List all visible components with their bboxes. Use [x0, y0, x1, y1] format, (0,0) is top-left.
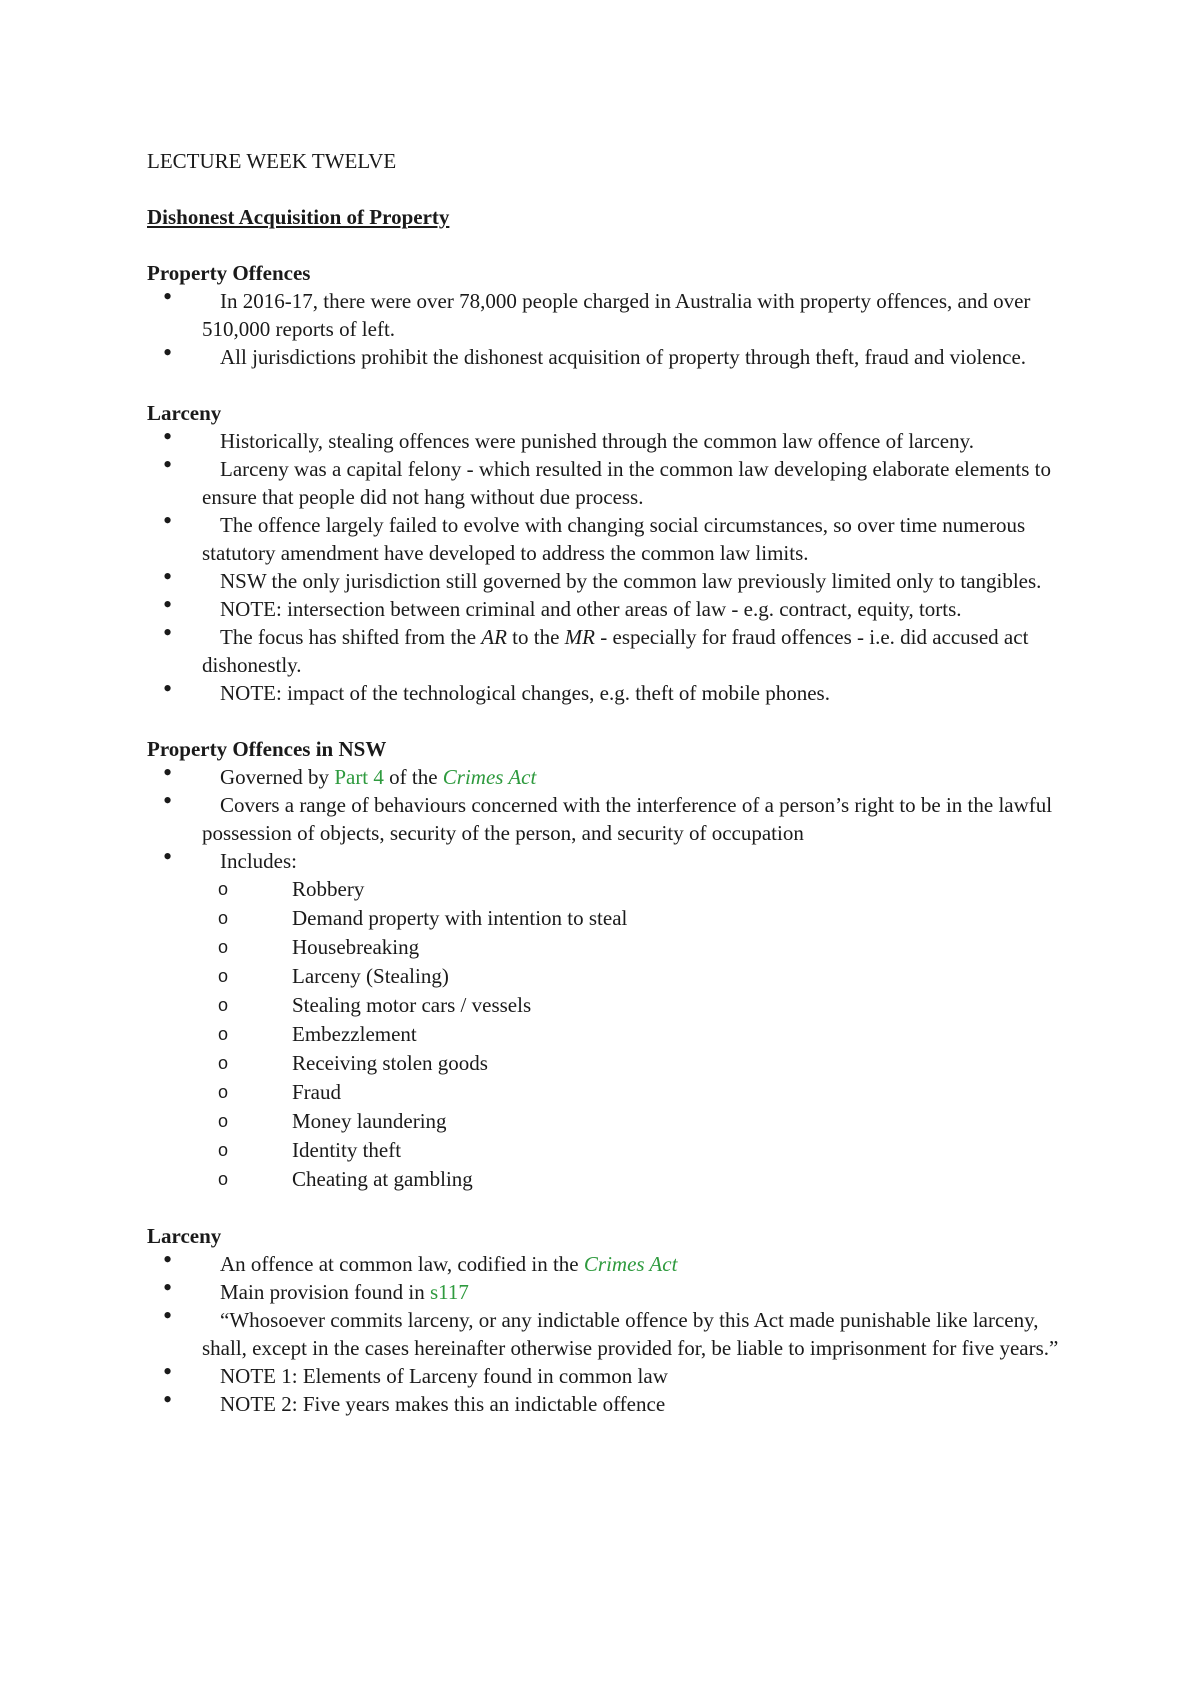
section-property-offences — [147, 259, 1067, 371]
list-item: • In 2016-17, there were over 78,000 people charged in Australia with property offences, and over 510,000 reports of left. — [147, 287, 1067, 343]
list-item: • Main provision found in s117 — [147, 1278, 1067, 1306]
document-title: LECTURE WEEK TWELVE — [147, 149, 397, 173]
bullet-list — [147, 287, 1067, 371]
includes-sublist — [147, 875, 1067, 1194]
section-heading: Property Offences — [147, 261, 311, 285]
section-heading: Larceny — [147, 401, 222, 425]
sublist-item: o Stealing motor cars / vessels — [147, 991, 1067, 1020]
s117-link[interactable]: s117 — [430, 1280, 469, 1304]
list-item: • Governed by Part 4 of the Crimes Act — [147, 763, 1067, 791]
sublist-item: o Fraud — [147, 1078, 1067, 1107]
list-item: • The offence largely failed to evolve with changing social circumstances, so over time numerous statutory amendment have developed to address the common law limits. — [147, 511, 1067, 567]
sublist-item: o Receiving stolen goods — [147, 1049, 1067, 1078]
section-property-offences-nsw — [147, 735, 1067, 1194]
list-item: • Includes: o Robbery o Demand property with intention to steal o Housebreaking o Larceny (Stealing) o Stealing motor cars / vessels o Embezzlement o Receiving stolen goods o Fraud o Money laundering o Identity theft o Cheating at gambling — [147, 847, 1067, 1194]
bullet-list — [147, 763, 1067, 1194]
list-item: • Larceny was a capital felony - which resulted in the common law developing elaborate elements to ensure that people did not hang without due process. — [147, 455, 1067, 511]
list-item: • All jurisdictions prohibit the dishonest acquisition of property through theft, fraud and violence. — [147, 343, 1067, 371]
list-item: • NOTE: impact of the technological changes, e.g. theft of mobile phones. — [147, 679, 1067, 707]
bullet-list — [147, 427, 1067, 707]
sublist-item: o Robbery — [147, 875, 1067, 904]
section-heading: Larceny — [147, 1224, 222, 1248]
part-4-link[interactable]: Part 4 — [334, 765, 384, 789]
sublist-item: o Identity theft — [147, 1136, 1067, 1165]
mens-rea-abbr: MR — [564, 625, 595, 649]
list-item: • NSW the only jurisdiction still governed by the common law previously limited only to tangibles. — [147, 567, 1067, 595]
sublist-item: o Money laundering — [147, 1107, 1067, 1136]
list-item: • Covers a range of behaviours concerned with the interference of a person’s right to be in the lawful possession of objects, security of the person, and security of occupation — [147, 791, 1067, 847]
list-item: • The focus has shifted from the AR to the MR - especially for fraud offences - i.e. did accused act dishonestly. — [147, 623, 1067, 679]
bullet-list — [147, 1250, 1067, 1418]
list-item: • NOTE: intersection between criminal and other areas of law - e.g. contract, equity, torts. — [147, 595, 1067, 623]
section-larceny — [147, 399, 1067, 707]
sublist-item: o Larceny (Stealing) — [147, 962, 1067, 991]
document-subtitle: Dishonest Acquisition of Property — [147, 205, 450, 229]
list-item: • “Whosoever commits larceny, or any indictable offence by this Act made punishable like larceny, shall, except in the cases hereinafter otherwise provided for, be liable to imprisonment for five years.” — [147, 1306, 1067, 1362]
section-heading: Property Offences in NSW — [147, 737, 387, 761]
sublist-item: o Cheating at gambling — [147, 1165, 1067, 1194]
list-item: • NOTE 1: Elements of Larceny found in common law — [147, 1362, 1067, 1390]
sublist-item: o Embezzlement — [147, 1020, 1067, 1049]
sublist-item: o Demand property with intention to steal — [147, 904, 1067, 933]
list-item: • An offence at common law, codified in the Crimes Act — [147, 1250, 1067, 1278]
crimes-act-link[interactable]: Crimes Act — [583, 1252, 678, 1276]
section-larceny-provisions — [147, 1222, 1067, 1418]
document-body — [147, 147, 1067, 1418]
list-item: • NOTE 2: Five years makes this an indictable offence — [147, 1390, 1067, 1418]
sublist-item: o Housebreaking — [147, 933, 1067, 962]
actus-reus-abbr: AR — [481, 625, 507, 649]
crimes-act-link[interactable]: Crimes Act — [442, 765, 537, 789]
list-item: • Historically, stealing offences were punished through the common law offence of larceny. — [147, 427, 1067, 455]
